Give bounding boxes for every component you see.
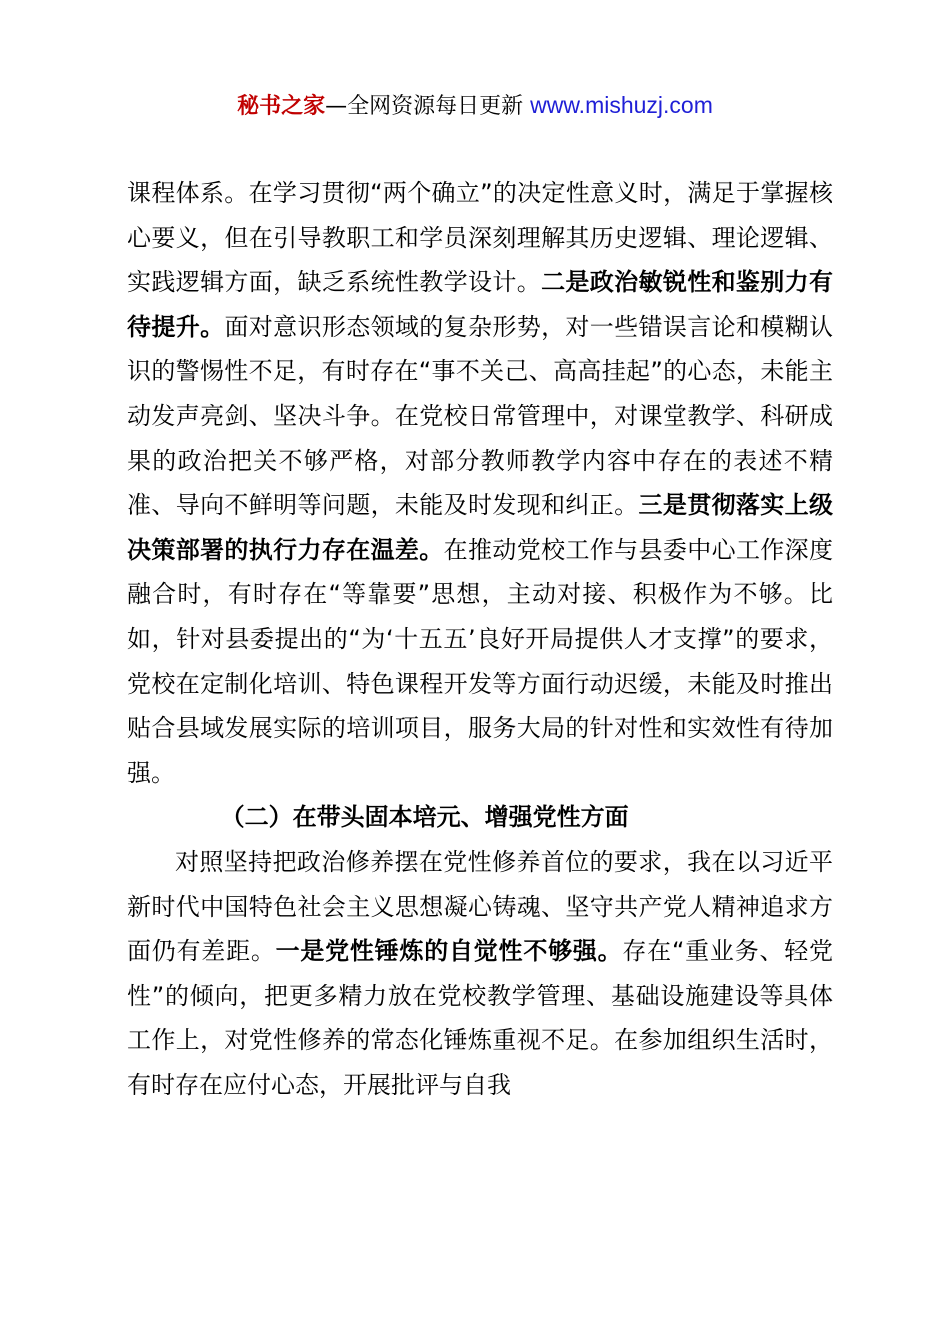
brand-name: 秘书之家: [237, 94, 326, 119]
paragraph-2: [127, 840, 833, 1108]
paragraph-2-text-b: 存在“重业务、轻党性”的倾向，把更多精力放在党校教学管理、基础设施建设等具体工作上，对党性修养的常态化锤炼重视不足。在参加组织生活时，有时存在应付心态，开展批评与自我: [127, 937, 834, 1099]
site-header: [0, 88, 950, 124]
paragraph-1-bold-point-3: 三是贯彻落实上级决策部署的执行力存在温差。: [127, 491, 833, 564]
paragraph-1-text-b: 面对意识形态领域的复杂形势，对一些错误言论和模糊认识的警惕性不足，有时存在“事不关己、高高挂起”的心态，未能主动发声亮剑、坚决斗争。在党校日常管理中，对课堂教学、科研成果的政治把关不够严格，对部分教师教学内容中存在的表述不精准、导向不鲜明等问题，未能及时发现和纠正。: [127, 312, 834, 520]
paragraph-1-bold-point-2: 二是政治敏锐性和鉴别力有待提升。: [127, 268, 834, 341]
paragraph-2-bold-point-1: 一是党性锤炼的自觉性不够强。: [275, 937, 623, 966]
header-tagline: —全网资源每日更新: [325, 94, 531, 119]
site-url-link[interactable]: www.mishuzj.com: [530, 92, 713, 118]
paragraph-2-text-a: 对照坚持把政治修养摆在党性修养首位的要求，我在以习近平新时代中国特色社会主义思想凝心铸魂、坚守共产党人精神追求方面仍有差距。: [127, 847, 833, 966]
paragraph-1: [127, 171, 833, 795]
document-body: [127, 171, 833, 1107]
paragraph-1-text-c: 在推动党校工作与县委中心工作深度融合时，有时存在“等靠要”思想，主动对接、积极作为不够。比如，针对县委提出的“为‘十五五’良好开局提供人才支撑”的要求，党校在定制化培训、特色课程开发等方面行动迟缓，未能及时推出贴合县域发展实际的培训项目，服务大局的针对性和实效性有待加强。: [127, 535, 834, 787]
paragraph-1-text-a: 课程体系。在学习贯彻“两个确立”的决定性意义时，满足于掌握核心要义，但在引导教职工和学员深刻理解其历史逻辑、理论逻辑、实践逻辑方面，缺乏系统性教学设计。: [127, 179, 833, 297]
section-heading: （二）在带头固本培元、增强党性方面: [220, 803, 629, 832]
